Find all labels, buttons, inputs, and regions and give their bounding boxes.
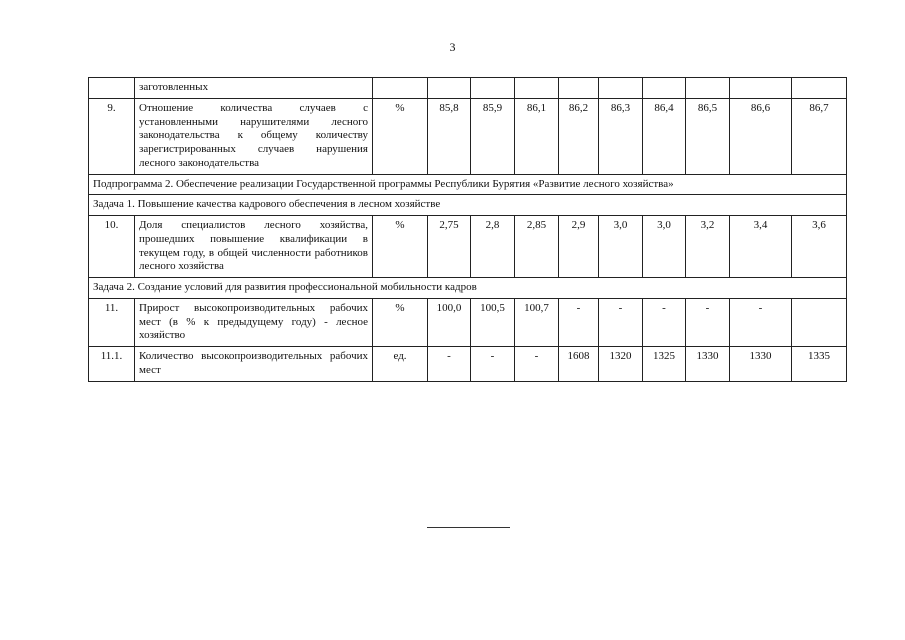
value-cell bbox=[428, 78, 471, 99]
value-cell: - bbox=[686, 298, 730, 346]
footer-divider bbox=[427, 527, 510, 528]
value-cell: - bbox=[599, 298, 643, 346]
value-cell: 1330 bbox=[730, 347, 792, 382]
value-cell: 3,0 bbox=[643, 216, 686, 278]
table-row bbox=[89, 216, 847, 278]
indicator-unit: ед. bbox=[373, 347, 428, 382]
table-row bbox=[89, 298, 847, 346]
value-cell: 1335 bbox=[792, 347, 847, 382]
value-cell bbox=[792, 298, 847, 346]
row-number: 10. bbox=[89, 216, 135, 278]
value-cell: 3,6 bbox=[792, 216, 847, 278]
value-cell: 2,9 bbox=[559, 216, 599, 278]
value-cell bbox=[559, 78, 599, 99]
value-cell: - bbox=[428, 347, 471, 382]
page-number: 3 bbox=[449, 40, 456, 54]
value-cell: 85,9 bbox=[471, 98, 515, 174]
indicator-name: Прирост высокопроизводительных рабочих мест (в % к предыдущему году) - лесное хозяйство bbox=[135, 298, 373, 346]
value-cell: 86,3 bbox=[599, 98, 643, 174]
value-cell: - bbox=[730, 298, 792, 346]
value-cell: 86,7 bbox=[792, 98, 847, 174]
value-cell: - bbox=[559, 298, 599, 346]
value-cell bbox=[643, 78, 686, 99]
row-number: 11.1. bbox=[89, 347, 135, 382]
row-number: 9. bbox=[89, 98, 135, 174]
row-number bbox=[89, 78, 135, 99]
indicator-name: Отношение количества случаев с установленными нарушителями лесного законодательства к общему количеству зарегистрированных случаев нарушения лесного законодательства bbox=[135, 98, 373, 174]
value-cell: 100,0 bbox=[428, 298, 471, 346]
value-cell: 86,4 bbox=[643, 98, 686, 174]
row-number: 11. bbox=[89, 298, 135, 346]
value-cell bbox=[686, 78, 730, 99]
value-cell: - bbox=[643, 298, 686, 346]
table-row bbox=[89, 347, 847, 382]
value-cell: 85,8 bbox=[428, 98, 471, 174]
value-cell bbox=[792, 78, 847, 99]
indicator-name: Количество высокопроизводительных рабочих мест bbox=[135, 347, 373, 382]
value-cell: 86,5 bbox=[686, 98, 730, 174]
subprogram-heading: Подпрограмма 2. Обеспечение реализации Государственной программы Республики Бурятия «Развитие лесного хозяйства» bbox=[89, 174, 847, 195]
value-cell: 86,6 bbox=[730, 98, 792, 174]
section-row bbox=[89, 174, 847, 195]
value-cell: 86,1 bbox=[515, 98, 559, 174]
value-cell: 1330 bbox=[686, 347, 730, 382]
table-row bbox=[89, 98, 847, 174]
indicator-unit: % bbox=[373, 298, 428, 346]
value-cell bbox=[730, 78, 792, 99]
task-heading: Задача 2. Создание условий для развития профессиональной мобильности кадров bbox=[89, 278, 847, 299]
indicators-table bbox=[88, 77, 847, 382]
value-cell: 2,75 bbox=[428, 216, 471, 278]
value-cell: 1325 bbox=[643, 347, 686, 382]
indicator-unit: % bbox=[373, 98, 428, 174]
value-cell: 1320 bbox=[599, 347, 643, 382]
section-row bbox=[89, 195, 847, 216]
value-cell: - bbox=[471, 347, 515, 382]
value-cell: 2,85 bbox=[515, 216, 559, 278]
value-cell: 3,0 bbox=[599, 216, 643, 278]
value-cell: - bbox=[515, 347, 559, 382]
table-row bbox=[89, 78, 847, 99]
value-cell: 1608 bbox=[559, 347, 599, 382]
value-cell bbox=[471, 78, 515, 99]
value-cell bbox=[515, 78, 559, 99]
indicator-unit: % bbox=[373, 216, 428, 278]
value-cell: 3,4 bbox=[730, 216, 792, 278]
indicator-unit bbox=[373, 78, 428, 99]
value-cell: 2,8 bbox=[471, 216, 515, 278]
section-row bbox=[89, 278, 847, 299]
value-cell: 100,7 bbox=[515, 298, 559, 346]
value-cell: 86,2 bbox=[559, 98, 599, 174]
value-cell: 100,5 bbox=[471, 298, 515, 346]
indicator-name: заготовленных bbox=[135, 78, 373, 99]
value-cell bbox=[599, 78, 643, 99]
indicator-name: Доля специалистов лесного хозяйства, прошедших повышение квалификации в текущем году, в общей численности работников лесного хозяйства bbox=[135, 216, 373, 278]
value-cell: 3,2 bbox=[686, 216, 730, 278]
task-heading: Задача 1. Повышение качества кадрового обеспечения в лесном хозяйстве bbox=[89, 195, 847, 216]
